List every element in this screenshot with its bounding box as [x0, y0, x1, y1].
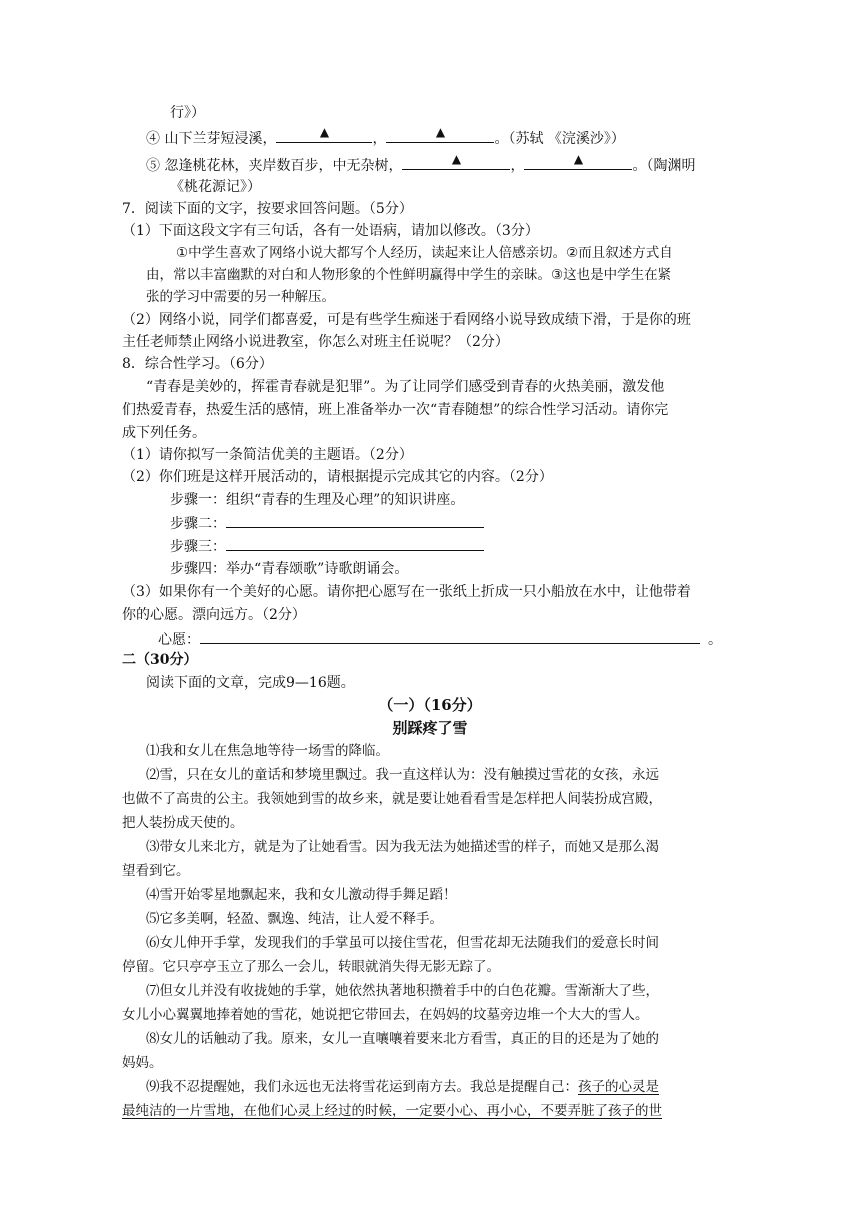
essay-paragraph: ⑹女儿伸开手掌，发现我们的手掌虽可以接住雪花，但雪花却无法随我们的爱意长时间	[146, 935, 659, 951]
step-two: 步骤二：	[170, 513, 484, 534]
essay-paragraph: ⑼我不忍提醒她，我们永远也无法将雪花运到南方去。我总是提醒自己：孩子的心灵是	[146, 1079, 659, 1095]
essay-paragraph: ⑶带女儿来北方，就是为了让她看雪。因为我无法为她描述雪的样子，而她又是那么渴	[146, 839, 659, 855]
answer-blank[interactable]	[386, 125, 494, 143]
underlined-sentence: 最纯洁的一片雪地，在他们心灵上经过的时候，一定要小心、再小心，不要弄脏了孩子的世	[122, 1103, 662, 1119]
text-line: 们热爱青春，热爱生活的感情，班上准备举办一次“青春随想”的综合性学习活动。请你完	[122, 402, 669, 418]
text-line: 《桃花源记》）	[170, 179, 261, 195]
answer-blank[interactable]	[226, 513, 484, 528]
triangle-marker-icon: ▲	[573, 152, 584, 166]
essay-paragraph: 停留。它只亭亭玉立了那么一会儿，转眼就消失得无影无踪了。	[122, 959, 500, 975]
question-8: 8．综合性学习。（6分）	[122, 356, 273, 372]
triangle-marker-icon: ▲	[319, 125, 330, 139]
answer-blank[interactable]	[200, 629, 700, 644]
text-line: 行》）	[170, 105, 205, 121]
essay-paragraph: 望看到它。	[122, 863, 190, 879]
essay-paragraph: ⑵雪，只在女儿的童话和梦境里飘过。我一直这样认为：没有触摸过雪花的女孩，永远	[146, 767, 659, 783]
question-7-2: （2）网络小说，同学们都喜爱，可是有些学生痴迷于看网络小说导致成绩下滑，于是你的班	[122, 312, 691, 328]
passage-line: 由，常以丰富幽默的对白和人物形象的个性鲜明赢得中学生的亲昧。③这也是中学生在紧	[146, 267, 672, 283]
essay-title: 别踩疼了雪	[392, 719, 468, 737]
essay-paragraph: ⑺但女儿并没有收拢她的手掌，她依然执著地积攒着手中的白色花瓣。雪渐渐大了些，	[146, 983, 659, 999]
passage-line: ①中学生喜欢了网络小说大都写个人经历，读起来让人倍感亲切。②而且叙述方式自	[176, 245, 673, 261]
section-heading: （一）（16分）	[378, 696, 482, 714]
essay-paragraph: 女儿小心翼翼地捧着她的雪花，她说把它带回去，在妈妈的坟墓旁边堆一个大大的雪人。	[122, 1007, 649, 1023]
answer-blank[interactable]	[276, 125, 372, 143]
question-7-1: （1）下面这段文字有三句话，各有一处语病，请加以修改。（3分）	[122, 223, 539, 239]
passage-line: 张的学习中需要的另一种解压。	[146, 289, 335, 305]
essay-paragraph: ⑷雪开始零星地飘起来，我和女儿激动得手舞足蹈！	[146, 887, 457, 903]
triangle-marker-icon: ▲	[451, 152, 462, 166]
triangle-marker-icon: ▲	[435, 125, 446, 139]
text-line: 你的心愿。漂向远方。（2分）	[122, 607, 306, 623]
essay-paragraph: ⑸它多美啊，轻盈、飘逸、纯洁，让人爱不释手。	[146, 911, 443, 927]
wish-line: 心愿： 。	[158, 629, 722, 650]
step-four: 步骤四：举办“青春颂歌”诗歌朗诵会。	[170, 561, 409, 577]
essay-paragraph: ⑴我和女儿在焦急地等待一场雪的降临。	[146, 743, 389, 759]
section-two-heading: 二（30分）	[122, 652, 198, 668]
step-three: 步骤三：	[170, 536, 484, 557]
question-7: 7．阅读下面的文字，按要求回答问题。（5分）	[122, 201, 413, 217]
question-8-2: （2）你们班是这样开展活动的，请根据提示完成其它的内容。（2分）	[122, 469, 553, 485]
essay-paragraph: ⑻女儿的话触动了我。原来，女儿一直嚷嚷着要来北方看雪，真正的目的还是为了她的	[146, 1031, 659, 1047]
text-line: 主任老师禁止网络小说进教室，你怎么对班主任说呢？（2分）	[122, 334, 509, 350]
text-line: 阅读下面的文章，完成9—16题。	[146, 675, 355, 691]
answer-blank[interactable]	[402, 152, 510, 170]
text-line: 成下列任务。	[122, 425, 206, 441]
essay-paragraph: 也做不了高贵的公主。我领她到雪的故乡来，就是要让她看看雪是怎样把人间装扮成宫殿，	[122, 791, 662, 807]
answer-blank[interactable]	[524, 152, 632, 170]
essay-paragraph: 妈妈。	[122, 1055, 163, 1071]
essay-paragraph: 把人装扮成天使的。	[122, 815, 244, 831]
underlined-sentence: 孩子的心灵是	[578, 1079, 659, 1095]
step-one: 步骤一：组织“青春的生理及心理”的知识讲座。	[170, 492, 465, 508]
poem-fill-line-4: ④ 山下兰芽短浸溪， ▲ ， ▲ 。（苏轼 《浣溪沙》）	[146, 125, 625, 147]
text-line: “青春是美妙的，挥霍青春就是犯罪”。为了让同学们感受到青春的火热美丽，激发他	[146, 379, 665, 395]
answer-blank[interactable]	[226, 536, 484, 551]
poem-fill-line-5: ⑤ 忽逢桃花林，夹岸数百步，中无杂树， ▲ ， ▲ 。（陶渊明	[146, 152, 696, 174]
question-8-3: （3）如果你有一个美好的心愿。请你把心愿写在一张纸上折成一只小船放在水中，让他带着	[122, 584, 691, 600]
question-8-1: （1）请你拟写一条简洁优美的主题语。（2分）	[122, 447, 413, 463]
